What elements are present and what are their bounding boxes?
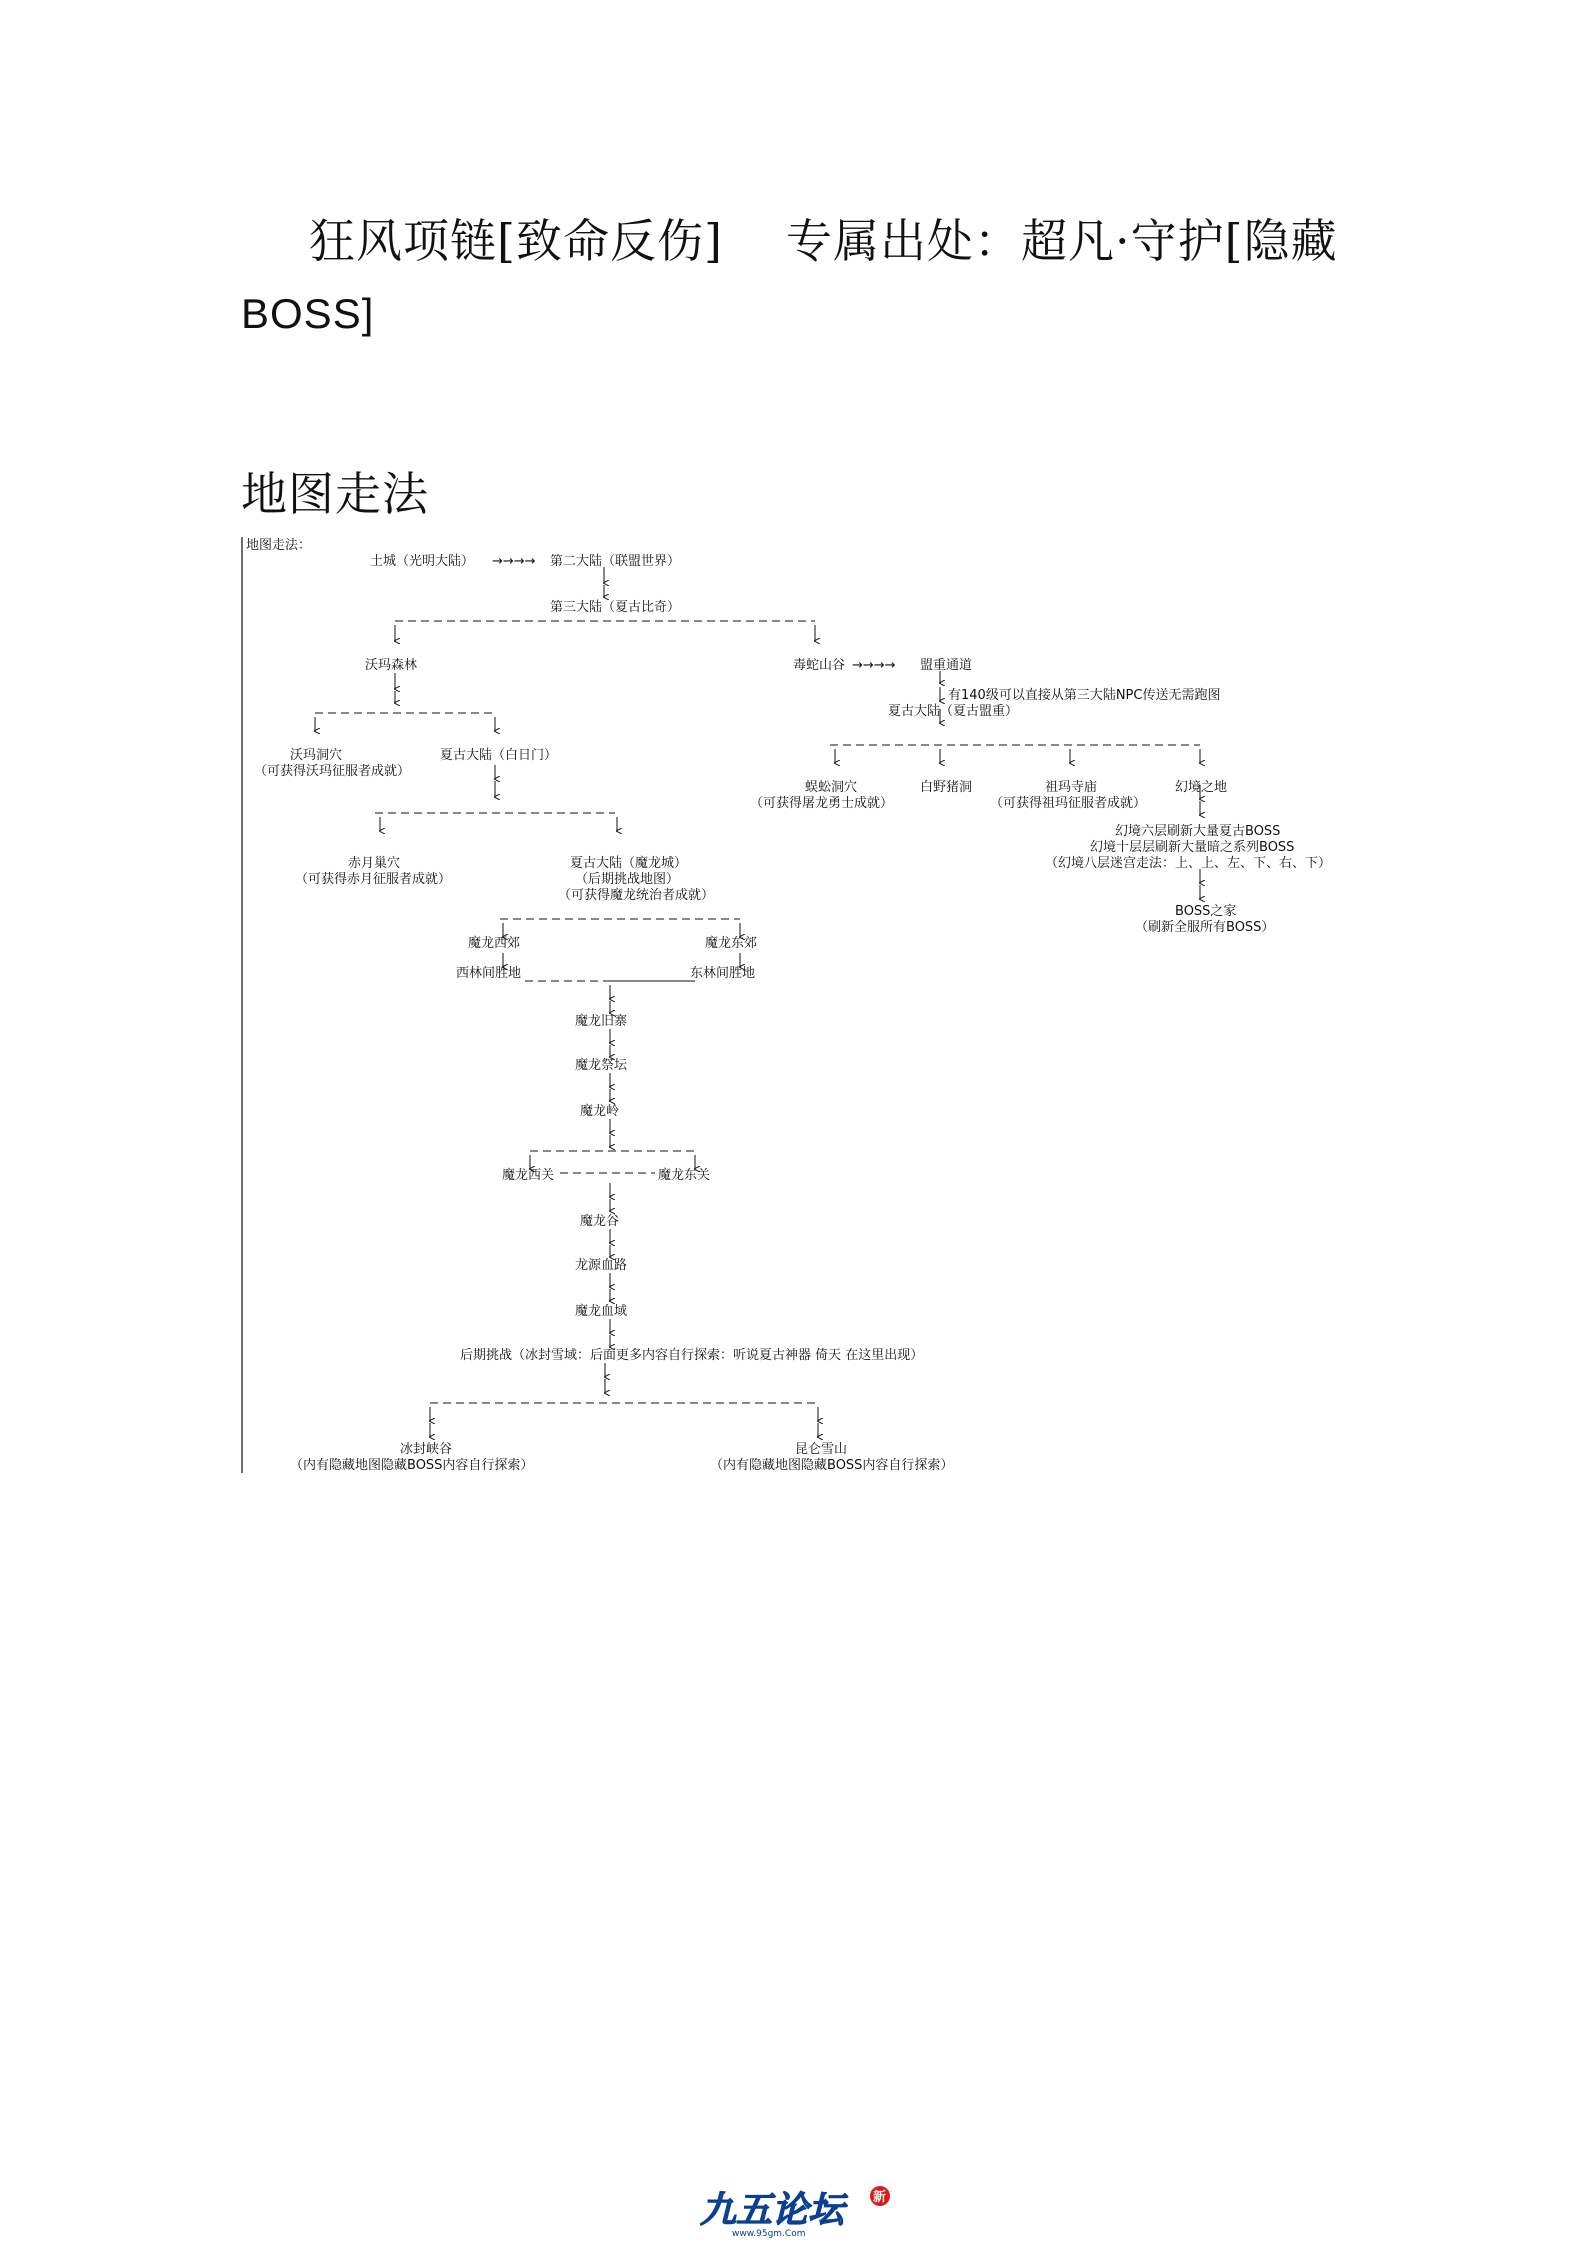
node-molong-altar: 魔龙祭坛	[575, 1058, 628, 1073]
node-molong-note: （可获得魔龙统治者成就）	[558, 888, 715, 903]
node-molong-late: （后期挑战地图）	[575, 872, 680, 887]
node-chiyue-note: （可获得赤月征服者成就）	[295, 872, 452, 887]
map-route-diagram	[240, 533, 1332, 1475]
node-molong-blood-domain: 魔龙血域	[575, 1304, 628, 1319]
node-molong-valley: 魔龙谷	[580, 1214, 620, 1229]
node-illusion-land: 幻境之地	[1175, 780, 1228, 795]
node-chiyue-nest: 赤月巢穴	[348, 856, 401, 871]
note-teleport: 有140级可以直接从第三大陆NPC传送无需跑图	[948, 688, 1221, 703]
node-ice-gorge: 冰封峡谷	[400, 1442, 453, 1457]
dashed-connectors	[315, 621, 1200, 1403]
section-title: 地图走法	[241, 467, 429, 521]
node-xiagu-mengzhong: 夏古大陆（夏古盟重）	[888, 704, 1019, 719]
node-woma-cave: 沃玛洞穴	[290, 748, 343, 763]
arrow-chain-1: →→→→	[492, 554, 536, 569]
source-label: 专属出处：超凡·守护[隐藏	[786, 214, 1338, 268]
node-viper-valley: 毒蛇山谷	[793, 658, 846, 673]
node-west-forest: 西林间胜地	[456, 966, 522, 981]
node-mengzhong-passage: 盟重通道	[920, 658, 973, 673]
item-name: 狂风项链[致命反伤]	[309, 214, 723, 268]
node-molong-east-suburb: 魔龙东郊	[705, 936, 758, 951]
node-kunlun-mountain: 昆仑雪山	[795, 1442, 848, 1457]
node-molong-west-suburb: 魔龙西郊	[468, 936, 521, 951]
node-molong-east-pass: 魔龙东关	[658, 1168, 711, 1183]
node-zuma-temple: 祖玛寺庙	[1045, 780, 1098, 795]
node-boss-home: BOSS之家	[1175, 904, 1237, 919]
logo-badge: 新	[873, 2190, 887, 2205]
node-molong-ridge: 魔龙岭	[580, 1104, 620, 1119]
node-tucheng: 土城（光明大陆）	[370, 554, 475, 569]
map-label: 地图走法：	[246, 538, 312, 553]
node-white-boar-cave: 白野猪洞	[920, 780, 973, 795]
node-centipede-cave: 蜈蚣洞穴	[805, 780, 858, 795]
arrow-chain-2: →→→→	[852, 658, 896, 673]
node-woma-forest: 沃玛森林	[365, 658, 418, 673]
node-ice-gorge-note: （内有隐藏地图隐藏BOSS内容自行探索）	[290, 1458, 534, 1473]
node-molong-city: 夏古大陆（魔龙城）	[570, 856, 688, 871]
source-continuation: BOSS]	[241, 290, 375, 337]
node-boss-home-note: （刷新全服所有BOSS）	[1135, 920, 1275, 935]
forum-logo	[700, 2182, 900, 2240]
node-kunlun-note: （内有隐藏地图隐藏BOSS内容自行探索）	[710, 1458, 954, 1473]
node-woma-cave-note: （可获得沃玛征服者成就）	[254, 764, 411, 779]
node-dragon-blood-road: 龙源血路	[575, 1258, 628, 1273]
node-molong-old-camp: 魔龙旧寨	[575, 1014, 628, 1029]
node-zuma-temple-note: （可获得祖玛征服者成就）	[990, 796, 1147, 811]
note-illusion-8-route: （幻境八层迷宫走法：上、上、左、下、右、下）	[1045, 856, 1332, 871]
node-third-continent: 第三大陆（夏古比奇）	[550, 600, 681, 615]
logo-url: www.95gm.Com	[732, 2229, 806, 2239]
node-centipede-cave-note: （可获得屠龙勇士成就）	[750, 796, 894, 811]
node-molong-west-pass: 魔龙西关	[502, 1168, 555, 1183]
node-xiagu-bairimen: 夏古大陆（白日门）	[440, 748, 558, 763]
note-illusion-10: 幻境十层层刷新大量暗之系列BOSS	[1090, 840, 1295, 855]
node-late-challenge: 后期挑战（冰封雪域：后面更多内容自行探索：听说夏古神器 倚天 在这里出现）	[460, 1348, 924, 1363]
logo-text: 九五论坛	[700, 2190, 845, 2231]
map-route-svg	[240, 533, 1332, 1475]
node-second-continent: 第二大陆（联盟世界）	[550, 554, 681, 569]
node-east-forest: 东林间胜地	[690, 966, 756, 981]
note-illusion-6: 幻境六层刷新大量夏古BOSS	[1115, 824, 1281, 839]
